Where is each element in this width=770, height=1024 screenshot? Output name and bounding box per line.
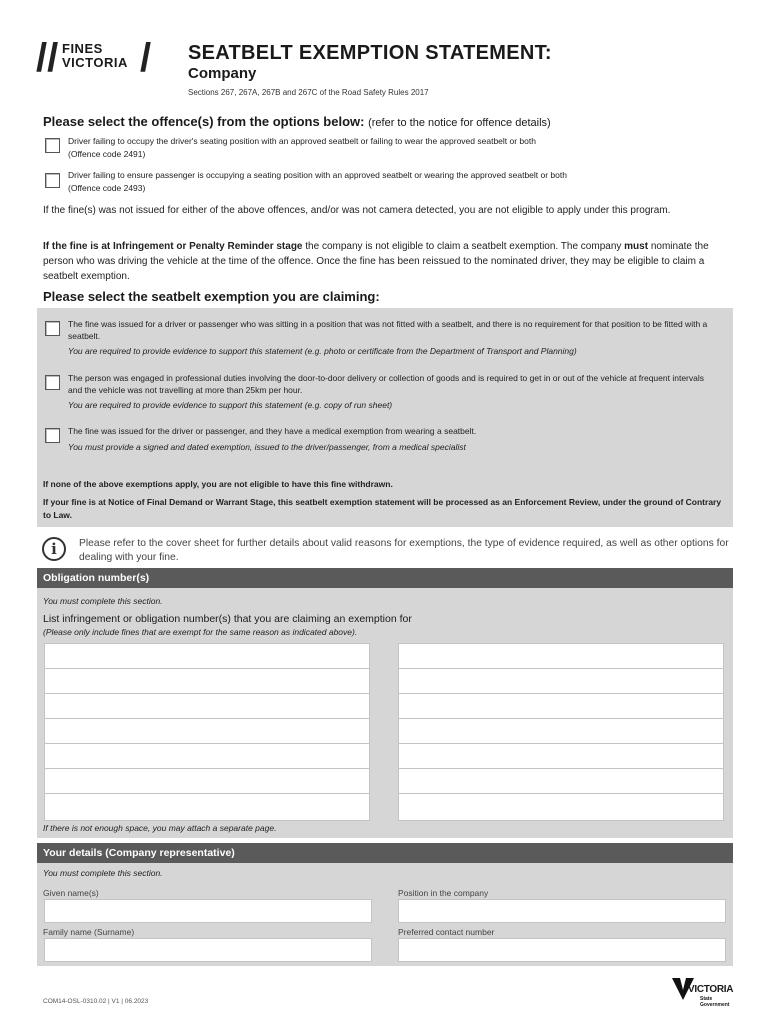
obligation-list-right xyxy=(398,643,724,821)
reminder-stage-note xyxy=(43,239,733,284)
given-name-input[interactable] xyxy=(44,899,372,923)
obligation-input-4[interactable] xyxy=(45,719,369,744)
offence-2491-checkbox[interactable] xyxy=(45,138,60,153)
obligation-input-12[interactable] xyxy=(399,744,723,769)
obligation-section-bar: Obligation number(s) xyxy=(37,568,733,588)
exemption-option-2 xyxy=(68,373,718,412)
family-name-input[interactable] xyxy=(44,938,372,962)
offence-option-1-text: Driver failing to occupy the driver's seating position with an approved seatbelt or failing to wear the approved seatbelt or both xyxy=(68,136,536,146)
offence-2493-checkbox[interactable] xyxy=(45,173,60,188)
exemption-option-2-note: You are required to provide evidence to support this statement (e.g. copy of run sheet) xyxy=(68,400,393,410)
offence-heading-text: Please select the offence(s) from the options below: xyxy=(43,114,365,129)
vic-logo-sub1: State xyxy=(700,996,713,1002)
space-note: If there is not enough space, you may attach a separate page. xyxy=(43,823,277,833)
offence-option-2-code: (Offence code 2493) xyxy=(68,183,146,193)
position-label: Position in the company xyxy=(398,888,489,898)
exemption-heading-text: Please select the seatbelt exemption you are claiming: xyxy=(43,289,380,304)
offence-option-2-text: Driver failing to ensure passenger is occupying a seating position with an approved seatbelt or wearing the approved seatbelt or both xyxy=(68,170,567,180)
details-section-bar: Your details (Company representative) xyxy=(37,843,733,863)
legal-sections: Sections 267, 267A, 267B and 267C of the Road Safety Rules 2017 xyxy=(188,88,429,97)
obligation-input-13[interactable] xyxy=(399,769,723,794)
reminder-text-1: the company is not eligible to claim a seatbelt exemption. The company xyxy=(302,241,625,252)
reminder-bold: If the fine is at Infringement or Penalty Reminder stage xyxy=(43,241,303,252)
obligation-input-1[interactable] xyxy=(45,644,369,669)
obligation-list-left xyxy=(44,643,370,821)
offence-option-2 xyxy=(68,169,728,195)
vic-logo-text: VICTORIA xyxy=(688,984,734,995)
obligation-input-7[interactable] xyxy=(45,794,369,819)
obligation-input-14[interactable] xyxy=(399,794,723,819)
logo-slash-right: / xyxy=(140,36,152,80)
position-input[interactable] xyxy=(398,899,726,923)
exemption-option-1-note: You are required to provide evidence to support this statement (e.g. photo or certificate from the Department of Transport and Planning) xyxy=(68,346,577,356)
family-name-label: Family name (Surname) xyxy=(43,927,135,937)
details-must-note: You must complete this section. xyxy=(43,868,163,878)
obligation-input-5[interactable] xyxy=(45,744,369,769)
exemption-option-1 xyxy=(68,319,718,358)
obligation-must-note: You must complete this section. xyxy=(43,596,163,606)
obligation-input-8[interactable] xyxy=(399,644,723,669)
logo-slash-left: // xyxy=(36,36,59,80)
obligation-input-6[interactable] xyxy=(45,769,369,794)
obligation-list-note: (Please only include fines that are exempt for the same reason as indicated above). xyxy=(43,627,358,637)
exemption-heading xyxy=(43,289,380,304)
exemption-no-seatbelt-checkbox[interactable] xyxy=(45,321,60,336)
not-eligible-note: If the fine(s) was not issued for either of the above offences, and/or was not camera detected, you are not eligible to apply under this program. xyxy=(43,205,671,216)
contact-label: Preferred contact number xyxy=(398,927,495,937)
exemption-medical-checkbox[interactable] xyxy=(45,428,60,443)
reminder-must: must xyxy=(624,241,649,252)
vic-logo-sub xyxy=(700,996,729,1008)
offence-option-1 xyxy=(68,135,728,161)
logo-line2: VICTORIA xyxy=(62,55,128,70)
obligation-list-label: List infringement or obligation number(s) that you are claiming an exemption for xyxy=(43,613,412,625)
vic-logo-sub2: Government xyxy=(700,1002,730,1008)
page-subtitle: Company xyxy=(188,65,257,82)
none-apply-note: If none of the above exemptions apply, you are not eligible to have this fine withdrawn. xyxy=(43,479,393,489)
final-demand-note: If your fine is at Notice of Final Demand or Warrant Stage, this seatbelt exemption statement will be processed as an Enforcement Review, under the ground of Contrary to Law. xyxy=(43,497,722,520)
obligation-input-10[interactable] xyxy=(399,694,723,719)
exemption-option-1-text: The fine was issued for a driver or passenger who was sitting in a position that was not fitted with a seatbelt, and there is no requirement for that position to be fitted with a seatbelt. xyxy=(68,319,708,341)
obligation-input-11[interactable] xyxy=(399,719,723,744)
obligation-input-3[interactable] xyxy=(45,694,369,719)
reminder-text-2: nominate the person who was driving the vehicle at the time of the offence. Once the fine has been reissued to the nominated driver, they may be eligible to claim a seatbelt exemption. xyxy=(43,241,709,282)
logo-line1: FINES xyxy=(62,41,103,56)
offence-heading xyxy=(43,114,551,129)
contact-input[interactable] xyxy=(398,938,726,962)
given-name-label: Given name(s) xyxy=(43,888,99,898)
offence-heading-note: (refer to the notice for offence details) xyxy=(368,117,551,129)
exemption-option-2-text: The person was engaged in professional duties involving the door-to-door delivery or collection of goods and is required to get in or out of the vehicle at frequent intervals and the vehicle was not travelling at more than 25km per hour. xyxy=(68,373,704,395)
exemption-option-3-text: The fine was issued for the driver or passenger, and they have a medical exemption from wearing a seatbelt. xyxy=(68,426,477,436)
exemption-option-3 xyxy=(68,426,718,453)
info-text: Please refer to the cover sheet for further details about valid reasons for exemptions, the type of evidence required, as well as other options for dealing with your fine. xyxy=(79,538,729,563)
exemption-option-3-note: You must provide a signed and dated exemption, issued to the driver/passenger, from a medical specialist xyxy=(68,441,466,452)
obligation-input-2[interactable] xyxy=(45,669,369,694)
form-code: COM14-OSL-0310.02 | V1 | 06.2023 xyxy=(43,998,149,1005)
info-icon: i xyxy=(42,537,66,561)
offence-option-1-code: (Offence code 2491) xyxy=(68,149,146,159)
exemption-delivery-checkbox[interactable] xyxy=(45,375,60,390)
page-title: SEATBELT EXEMPTION STATEMENT: xyxy=(188,42,552,64)
fines-victoria-logo xyxy=(36,38,166,78)
victoria-government-logo xyxy=(672,974,736,1014)
obligation-input-9[interactable] xyxy=(399,669,723,694)
